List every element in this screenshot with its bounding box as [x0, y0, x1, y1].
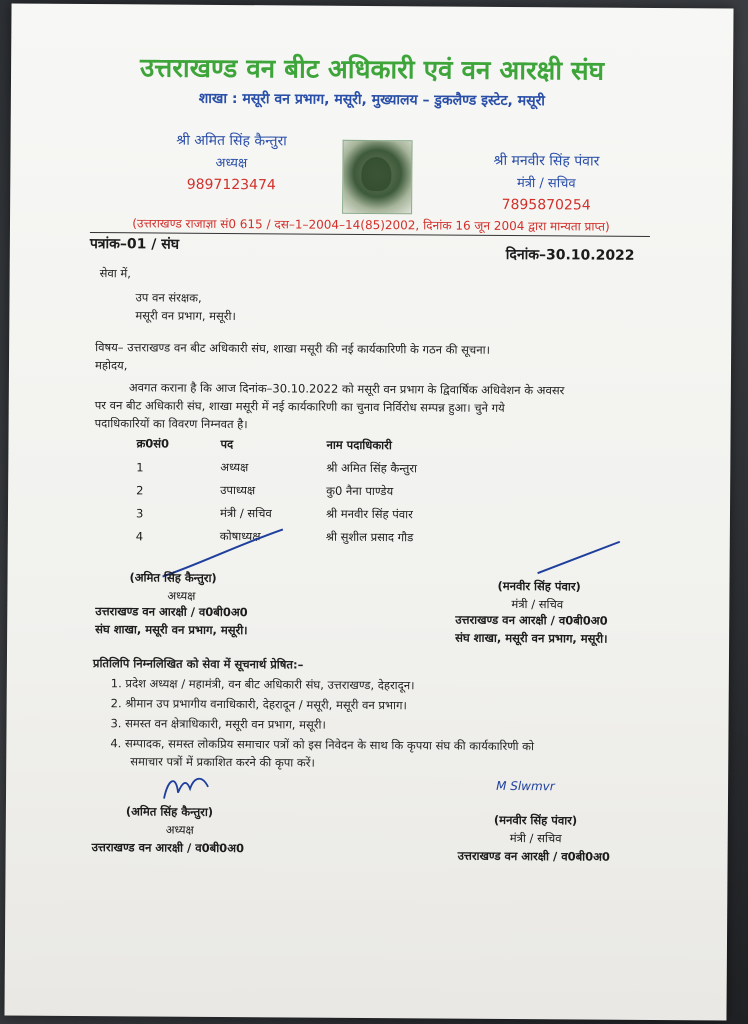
cell-serial: 1	[136, 459, 144, 474]
sig-top-right-designation: मंत्री / सचिव	[511, 596, 564, 612]
cell-serial: 2	[136, 482, 144, 497]
copy-to-item-3: 3. समस्त वन क्षेत्राधिकारी, मसूरी वन प्रभाग, मसूरी।	[110, 716, 326, 732]
cell-name: श्री मनवीर सिंह पंवार	[325, 506, 413, 522]
sig-top-left-name: (अमित सिंह कैन्तुरा)	[129, 570, 217, 585]
table-header-row	[136, 432, 526, 458]
table-row	[136, 501, 526, 527]
branch-address: शाखा : मसूरी वन प्रभाग, मसूरी, मुख्यालय – डुकलैण्ड इस्टेट, मसूरी	[198, 90, 546, 110]
cell-serial: 4	[135, 528, 144, 543]
paragraph-line-1: अवगत कराना है कि आज दिनांक–30.10.2022 को मसूरी वन प्रभाग के द्विवार्षिक अधिवेशन के अवसर	[128, 380, 565, 398]
president-initial-signature	[156, 769, 216, 809]
secretary-signature-stroke	[534, 537, 624, 578]
addressee-line-2: मसूरी वन प्रभाग, मसूरी।	[135, 308, 236, 324]
president-name: श्री अमित सिंह कैन्तुरा	[176, 132, 287, 150]
secretary-phone: 7895870254	[501, 196, 591, 214]
col-header-post: पद	[220, 436, 234, 452]
subject-line: विषय– उत्तराखण्ड वन बीट अधिकारी संघ, शाखा मसूरी की नई कार्यकारिणी के गठन की सूचना।	[95, 340, 491, 357]
sig-top-right-branch: संघ शाखा, मसूरी वन प्रभाग, मसूरी।	[455, 630, 608, 646]
reference-number: पत्रांक–01 / संघ	[89, 236, 180, 253]
sig-bottom-right-name: (मनवीर सिंह पंवार)	[493, 812, 578, 828]
sig-top-left-designation: अध्यक्ष	[167, 588, 196, 603]
cell-post: कोषाध्यक्ष	[219, 528, 261, 544]
col-header-serial: क्र0सं0	[136, 436, 170, 451]
registration-line: (उत्तराखण्ड राजाज्ञा सं0 615 / दस–1–2004–14(85)2002, दिनांक 16 जून 2004 द्वारा मान्यता प्राप्त)	[132, 216, 610, 234]
sig-bottom-right-org: उत्तराखण्ड वन आरक्षी / व0बी0अ0	[457, 848, 611, 864]
association-logo	[342, 140, 413, 214]
table-row	[136, 478, 526, 504]
copy-to-item-2: 2. श्रीमान उप प्रभागीय वनाधिकारी, देहरादून / मसूरी, मसूरी वन प्रभाग।	[110, 696, 407, 713]
secretary-name: श्री मनवीर सिंह पंवार	[493, 152, 600, 170]
copy-to-item-4-continued: समाचार पत्रों में प्रकाशित करने की कृपा करें।	[130, 754, 315, 770]
president-phone: 9897123474	[186, 176, 276, 194]
letter-page	[4, 3, 733, 1020]
copy-to-item-1: 1. प्रदेश अध्यक्ष / महामंत्री, वन बीट अधिकारी संघ, उत्तराखण्ड, देहरादून।	[110, 676, 415, 693]
copy-to-heading: प्रतिलिपि निम्नलिखित को सेवा में सूचनार्थ प्रेषित:–	[92, 656, 304, 672]
copy-to-item-4: 4. सम्पादक, समस्त लोकप्रिय समाचार पत्रों को इस निवेदन के साथ कि कृपया संघ की कार्यकारिणी को	[110, 736, 535, 754]
cell-post: अध्यक्ष	[220, 459, 249, 475]
sig-top-right-org: उत्तराखण्ड वन आरक्षी / व0बी0अ0	[455, 612, 608, 628]
tree-emblem-icon	[361, 157, 391, 191]
sig-bottom-right-designation: मंत्री / सचिव	[509, 830, 562, 846]
cell-name: कु0 नैना पाण्डेय	[326, 483, 394, 499]
salutation: सेवा में,	[99, 266, 132, 281]
letter-date: दिनांक–30.10.2022	[505, 246, 635, 264]
org-title: उत्तराखण्ड वन बीट अधिकारी एवं वन आरक्षी संघ	[140, 53, 605, 87]
cell-post: मंत्री / सचिव	[219, 505, 272, 521]
sig-bottom-left-org: उत्तराखण्ड वन आरक्षी / व0बी0अ0	[91, 840, 245, 856]
cell-name: श्री सुशील प्रसाद गौड	[325, 529, 414, 545]
table-row	[136, 455, 526, 481]
sig-bottom-left-name: (अमित सिंह कैन्तुरा)	[125, 804, 214, 819]
secretary-designation: मंत्री / सचिव	[516, 176, 576, 192]
cell-name: श्री अमित सिंह कैन्तुरा	[326, 460, 418, 476]
sig-bottom-left-designation: अध्यक्ष	[165, 822, 194, 837]
sig-top-left-branch: संघ शाखा, मसूरी वन प्रभाग, मसूरी।	[95, 622, 248, 638]
paragraph-line-2: पर वन बीट अधिकारी संघ, शाखा मसूरी में नई कार्यकारिणी का चुनाव निर्विरोध सम्पन्न हुआ। चुने गये	[94, 398, 505, 415]
sig-top-right-name: (मनवीर सिंह पंवार)	[497, 578, 581, 594]
secretary-signature-scribble: M Slwmvr	[496, 778, 555, 794]
cell-serial: 3	[135, 505, 144, 520]
col-header-name: नाम पदाधिकारी	[326, 437, 392, 453]
paragraph-line-3: पदाधिकारियों का विवरण निम्नवत है।	[94, 416, 248, 432]
cell-post: उपाध्यक्ष	[220, 482, 256, 498]
greeting: महोदय,	[94, 358, 128, 373]
addressee-line-1: उप वन संरक्षक,	[135, 290, 202, 305]
sig-top-left-org: उत्तराखण्ड वन आरक्षी / व0बी0अ0	[95, 604, 248, 620]
president-designation: अध्यक्ष	[215, 155, 248, 172]
